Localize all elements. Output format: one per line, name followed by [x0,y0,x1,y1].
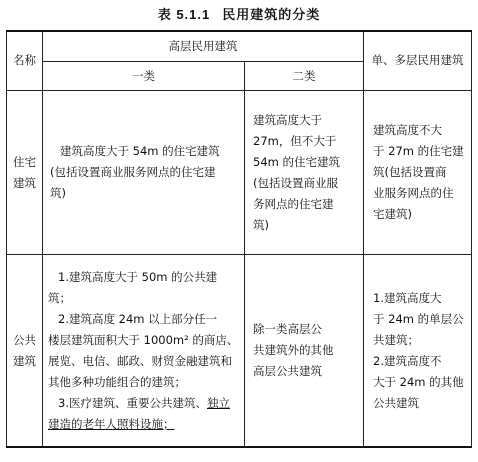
row-residential-name-text: 住宅 建筑 [13,154,36,190]
public-class-one-line-5: 展览、电信、邮政、财贸金融建筑和 [48,353,232,368]
public-class-one-line-3: 2.建筑高度 24m 以上部分任一 [58,311,218,326]
row-residential-class-one-text: 建筑高度大于 54m 的住宅建筑 (包括设置商业服务网点的住宅建 筑) [50,144,220,200]
row-public-name [7,255,42,446]
header-name [7,31,42,90]
table-bottom-border [6,446,472,448]
public-class-one-line-4: 楼层建筑面积大于 1000m² 的商店、 [48,332,239,347]
row-residential-low-rise [373,91,471,254]
row-public-class-one [48,255,243,446]
header-class-two [245,62,363,90]
row-public-low-rise [373,255,471,446]
column-divider-3 [363,31,364,446]
public-class-one-line-6: 其他多种功能组合的建筑； [48,374,186,389]
row-public-class-one-text [48,267,238,435]
header-class-one-text: 一类 [132,68,155,83]
column-divider-1 [42,31,43,446]
header-low-rise [364,31,471,90]
row-residential-low-rise-text: 建筑高度不大 于 27m 的住宅建 筑(包括设置商 业服务网点的住 宅建筑) [373,123,464,221]
table-caption: 民用建筑的分类 [222,8,321,23]
header-class-one [43,62,244,90]
header-high-rise-text: 高层民用建筑 [168,38,238,53]
row-public-low-rise-text: 1.建筑高度大 于 24m 的单层公 共建筑； 2.建筑高度不 大于 24m 的其他 公共建筑 [373,290,464,410]
public-class-one-line-8: 建造的老年人照料设施； [48,416,175,431]
table-number: 表 5.1.1 [157,7,211,22]
row-public-class-two [253,255,361,446]
public-class-one-line-2: 筑； [48,290,71,305]
row-residential-class-one [50,91,242,254]
table-title [0,4,478,23]
public-class-one-line-7-underlined: 独立 [206,395,230,410]
header-class-two-text: 二类 [292,68,316,83]
header-name-text: 名称 [13,53,36,67]
header-high-rise [43,31,363,61]
header-low-rise-text: 单、多层民用建筑 [371,53,464,67]
row-residential-name [7,91,42,254]
row-public-class-two-text: 除一类高层公 共建筑外的其他 高层公共建筑 [253,322,334,378]
table-right-border [471,31,472,446]
row-residential-class-two-text: 建筑高度大于 27m，但不大于 54m 的住宅建筑 (包括设置商业服 务网点的住宅建 筑) [253,112,340,232]
row-residential-class-two [253,91,361,254]
row-public-name-text: 公共 建筑 [13,332,36,368]
public-class-one-line-7: 3.医疗建筑、重要公共建筑、 [58,395,207,410]
public-class-one-line-1: 1.建筑高度大于 50m 的公共建 [58,269,218,284]
